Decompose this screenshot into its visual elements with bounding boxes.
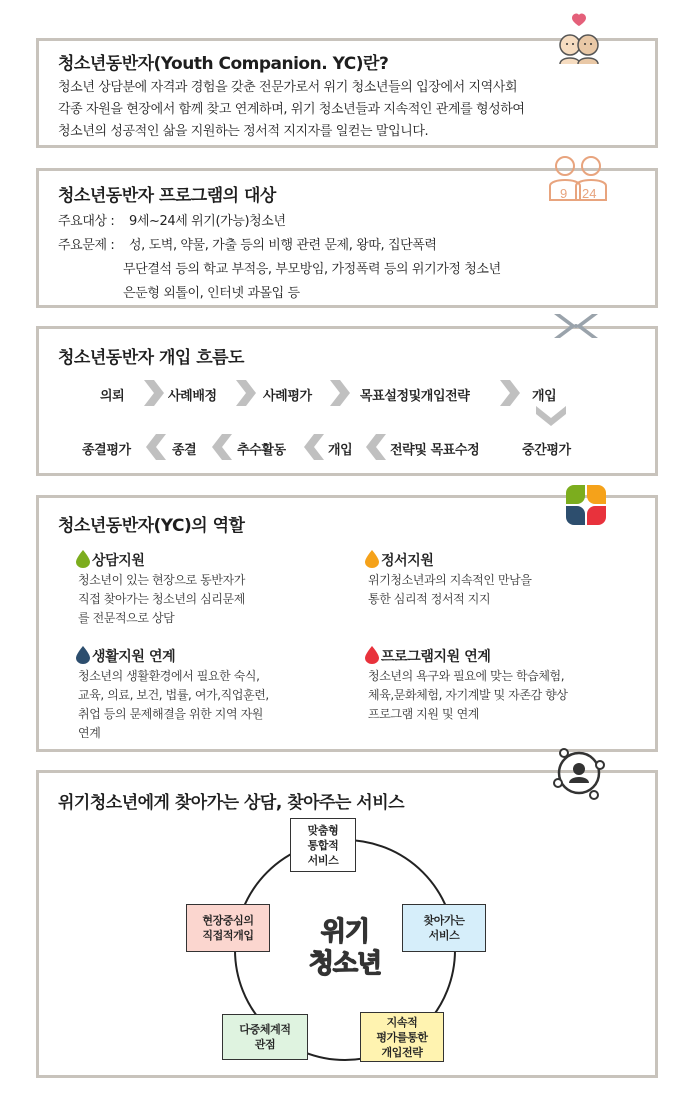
role-living-line-4: 연계 bbox=[78, 726, 101, 740]
role-counseling-line-1: 청소년이 있는 현장으로 동반자가 bbox=[78, 573, 245, 587]
box-multi-system bbox=[222, 1014, 308, 1060]
box-outreach-service bbox=[402, 904, 486, 952]
chevron-right-icon bbox=[328, 378, 352, 412]
box-right-line-1: 찾아가는 bbox=[423, 914, 465, 927]
target-issue-line-2: 무단결석 등의 학교 부적응, 부모방임, 가정폭력 등의 위기가정 청소년 bbox=[123, 262, 501, 277]
target-title: 청소년동반자 프로그램의 대상 bbox=[58, 186, 276, 206]
flow-step-intervention-2: 개입 bbox=[328, 443, 353, 458]
box-bottom-right-line-2: 평가를통한 bbox=[376, 1030, 428, 1044]
role-living-title: 생활지원 연계 bbox=[92, 649, 176, 665]
target-issue-line-3: 은둔형 외톨이, 인터넷 과몰입 등 bbox=[123, 286, 300, 301]
role-emotional-line-2: 통한 심리적 정서적 지지 bbox=[368, 592, 491, 606]
roles-title: 청소년동반자(YC)의 역할 bbox=[58, 516, 245, 536]
chevron-left-icon bbox=[144, 432, 168, 466]
target-main-label: 주요대상 : bbox=[58, 214, 115, 229]
flow-step-termination: 종결 bbox=[172, 443, 197, 458]
target-issue-label: 주요문제 : bbox=[58, 238, 115, 253]
couple-heart-icon bbox=[548, 8, 610, 70]
role-living-line-1: 청소년의 생활환경에서 필요한 숙식, bbox=[78, 669, 260, 683]
network-user-icon bbox=[550, 745, 608, 805]
age-min-label: 9 bbox=[560, 186, 568, 201]
role-emotional-title: 정서지원 bbox=[381, 553, 434, 569]
flow-title: 청소년동반자 개입 흐름도 bbox=[58, 348, 244, 368]
role-living-line-3: 취업 등의 문제해결을 위한 지역 자원 bbox=[78, 707, 263, 721]
target-main-value: 9세~24세 위기(가능)청소년 bbox=[129, 214, 286, 229]
role-counseling-title: 상담지원 bbox=[92, 553, 145, 569]
chevron-left-icon bbox=[364, 432, 388, 466]
flow-step-referral: 의뢰 bbox=[100, 389, 125, 404]
box-bottom-left-line-1: 다중체계적 bbox=[239, 1023, 291, 1036]
box-top-line-2: 통합적 bbox=[307, 838, 339, 852]
flow-step-mid-evaluation: 중간평가 bbox=[522, 443, 571, 458]
intro-line-2: 각종 자원을 현장에서 함께 찾고 연계하며, 위기 청소년들과 지속적인 관계를 형성하여 bbox=[58, 102, 525, 117]
flow-step-goal-setting: 목표설정및개입전략 bbox=[360, 389, 470, 404]
intro-title: 청소년동반자(Youth Companion. YC)란? bbox=[58, 54, 389, 74]
flow-step-strategy-revision: 전략및 목표수정 bbox=[390, 443, 480, 458]
flow-step-follow-up: 추수활동 bbox=[237, 443, 286, 458]
flow-step-final-evaluation: 종결평가 bbox=[82, 443, 131, 458]
box-top-line-3: 서비스 bbox=[307, 853, 339, 867]
chevron-down-icon bbox=[534, 404, 568, 432]
chevron-right-icon bbox=[234, 378, 258, 412]
box-customized-service bbox=[290, 818, 356, 872]
box-left-line-1: 현장중심의 bbox=[202, 914, 254, 927]
role-program-line-1: 청소년의 욕구와 필요에 맞는 학습체험, bbox=[368, 669, 565, 683]
box-left-line-2: 직접적개입 bbox=[202, 929, 254, 942]
box-top-line-1: 맞춤형 bbox=[307, 823, 339, 837]
age-max-label: 24 bbox=[582, 186, 597, 201]
box-field-intervention bbox=[186, 904, 270, 952]
service-title: 위기청소년에게 찾아가는 상담, 찾아주는 서비스 bbox=[58, 793, 405, 813]
box-right-line-2: 서비스 bbox=[428, 929, 460, 942]
box-bottom-right-line-3: 개입전략 bbox=[381, 1045, 423, 1059]
role-program-line-3: 프로그램 지원 및 연계 bbox=[368, 707, 479, 721]
role-counseling-line-3: 를 전문적으로 상담 bbox=[78, 611, 175, 625]
flow-step-intervention: 개입 bbox=[532, 389, 557, 404]
role-counseling-line-2: 직접 찾아가는 청소년의 심리문제 bbox=[78, 592, 245, 606]
chevron-left-icon bbox=[210, 432, 234, 466]
role-program-line-2: 체육,문화체험, 자기계발 및 자존감 향상 bbox=[368, 688, 568, 702]
four-petal-icon bbox=[564, 483, 608, 531]
box-continuous-evaluation bbox=[360, 1012, 444, 1062]
orange-drop-icon bbox=[365, 550, 379, 572]
target-issue-line-1: 성, 도벽, 약물, 가출 등의 비행 관련 문제, 왕따, 집단폭력 bbox=[129, 238, 437, 253]
role-program-title: 프로그램지원 연계 bbox=[381, 649, 491, 665]
center-label-line-1: 위기 bbox=[320, 917, 370, 947]
intro-line-3: 청소년의 성공적인 삶을 지원하는 정서적 지지자를 일컫는 말입니다. bbox=[58, 124, 429, 139]
role-living-line-2: 교육, 의료, 보건, 법률, 여가,직업훈련, bbox=[78, 688, 269, 702]
green-drop-icon bbox=[76, 550, 90, 572]
chevron-right-icon bbox=[498, 378, 522, 412]
navy-drop-icon bbox=[76, 646, 90, 668]
age-people-icon bbox=[545, 152, 615, 208]
box-bottom-right-line-1: 지속적 bbox=[386, 1015, 418, 1029]
chevron-left-icon bbox=[302, 432, 326, 466]
flow-step-assessment: 사례평가 bbox=[263, 389, 312, 404]
role-emotional-line-1: 위기청소년과의 지속적인 만남을 bbox=[368, 573, 532, 587]
center-label bbox=[285, 916, 405, 980]
center-label-line-2: 청소년 bbox=[308, 949, 382, 979]
flow-step-assign: 사례배정 bbox=[168, 389, 217, 404]
intro-line-1: 청소년 상담분에 자격과 경험을 갖춘 전문가로서 위기 청소년들의 입장에서 지역사회 bbox=[58, 80, 518, 95]
box-bottom-left-line-2: 관점 bbox=[254, 1038, 276, 1051]
red-drop-icon bbox=[365, 646, 379, 668]
chevron-right-icon bbox=[142, 378, 166, 412]
chevrons-converge-icon bbox=[548, 308, 604, 348]
